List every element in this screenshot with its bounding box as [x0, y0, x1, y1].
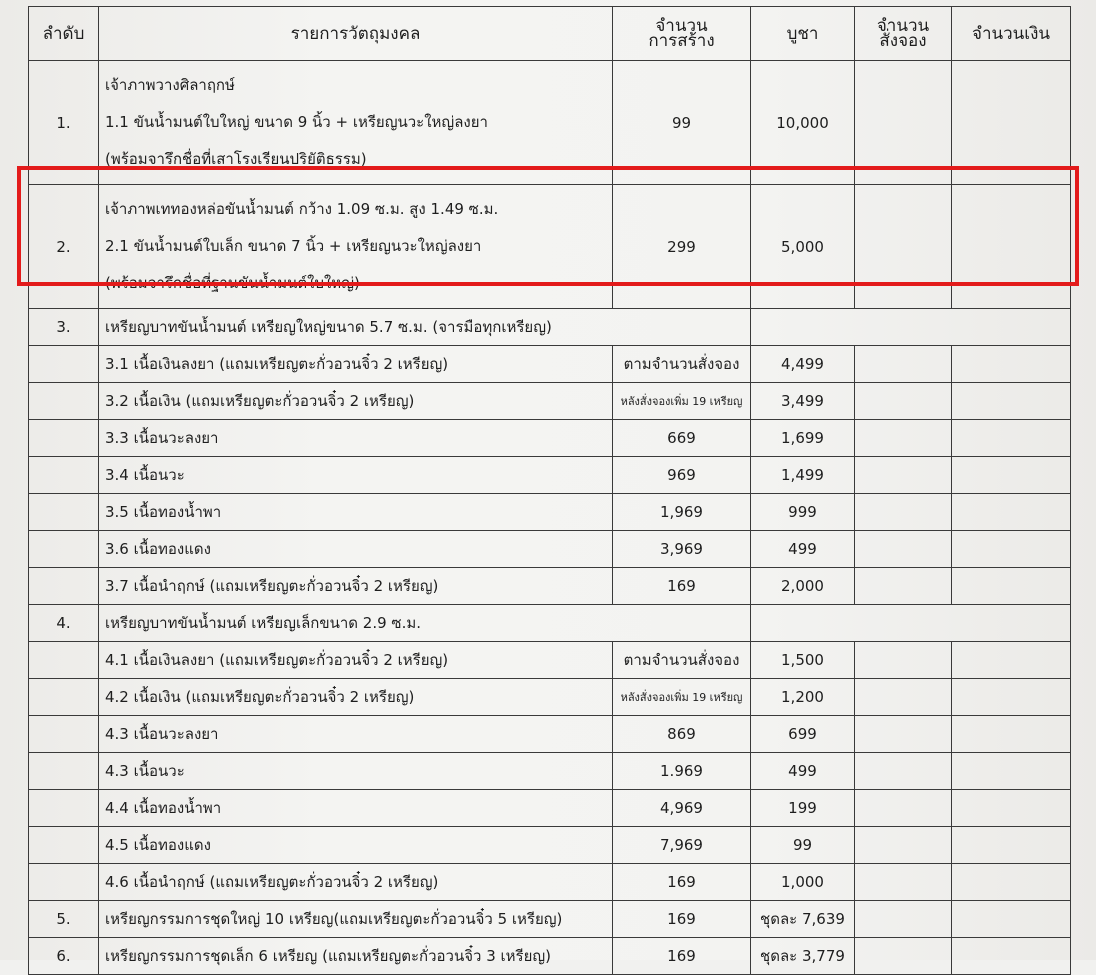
row-price: 1,000: [751, 864, 855, 901]
table-row: [29, 716, 1071, 753]
row-index: 3.: [29, 309, 99, 346]
table-row: [29, 531, 1071, 568]
row-amount-cell: [952, 61, 1071, 185]
item-line: เจ้าภาพเททองหล่อขันน้ำมนต์ กว้าง 1.09 ซ.ม. สูง 1.49 ซ.ม.: [105, 200, 499, 218]
row-item: 4.1 เนื้อเงินลงยา (แถมเหรียญตะกั่วอวนจิ๋ว 2 เหรียญ): [99, 642, 613, 679]
row-made-note: หลังสั่งจองเพิ่ม 19 เหรียญ: [613, 679, 751, 716]
row-item: 3.2 เนื้อเงิน (แถมเหรียญตะกั่วอวนจิ๋ว 2 เหรียญ): [99, 383, 613, 420]
row-index-empty: [29, 568, 99, 605]
row-amount-cell: [952, 753, 1071, 790]
row-index: 5.: [29, 901, 99, 938]
row-item: 4.4 เนื้อทองน้ำพา: [99, 790, 613, 827]
row-index-empty: [29, 531, 99, 568]
row-item: 3.7 เนื้อนำฤกษ์ (แถมเหรียญตะกั่วอวนจิ๋ว 2 เหรียญ): [99, 568, 613, 605]
table-row-sec3-title: [29, 309, 1071, 346]
row-made: 299: [613, 185, 751, 309]
row-price: 499: [751, 753, 855, 790]
row-price: 999: [751, 494, 855, 531]
item-line: (พร้อมจารึกชื่อที่เสาโรงเรียนปริยัติธรรม): [105, 150, 367, 168]
table-row: [29, 864, 1071, 901]
row-made: 7,969: [613, 827, 751, 864]
row-order-cell: [855, 420, 952, 457]
table-row: [29, 346, 1071, 383]
row-price: 10,000: [751, 61, 855, 185]
row-order-cell: [855, 938, 952, 975]
row-index: 1.: [29, 61, 99, 185]
row-index-empty: [29, 494, 99, 531]
row-order-cell: [855, 679, 952, 716]
item-line: เจ้าภาพวางศิลาฤกษ์: [105, 76, 235, 94]
table-row: [29, 568, 1071, 605]
row-order-cell: [855, 531, 952, 568]
row-order-cell: [855, 494, 952, 531]
row-item: 4.5 เนื้อทองแดง: [99, 827, 613, 864]
table-row-sec2: [29, 185, 1071, 309]
row-index-empty: [29, 420, 99, 457]
row-price: 4,499: [751, 346, 855, 383]
row-amount-cell: [952, 494, 1071, 531]
row-index-empty: [29, 457, 99, 494]
row-order-cell: [855, 790, 952, 827]
table-row-sec1: [29, 61, 1071, 185]
row-made: 169: [613, 864, 751, 901]
row-made: 1.969: [613, 753, 751, 790]
row-made: 1,969: [613, 494, 751, 531]
header-index: ลำดับ: [29, 7, 99, 61]
item-line: (พร้อมจารึกชื่อที่ฐานขันน้ำมนต์ใบใหญ่): [105, 274, 360, 292]
header-item: รายการวัตถุมงคล: [99, 7, 613, 61]
table-row: [29, 457, 1071, 494]
row-index: 4.: [29, 605, 99, 642]
row-order-cell: [855, 61, 952, 185]
header-order-line2: สั่งจอง: [879, 30, 927, 51]
row-amount-cell: [952, 185, 1071, 309]
row-item: 4.6 เนื้อนำฤกษ์ (แถมเหรียญตะกั่วอวนจิ๋ว 2 เหรียญ): [99, 864, 613, 901]
row-order-cell: [855, 716, 952, 753]
row-amount-cell: [952, 457, 1071, 494]
row-item: 4.2 เนื้อเงิน (แถมเหรียญตะกั่วอวนจิ๋ว 2 เหรียญ): [99, 679, 613, 716]
row-order-cell: [855, 568, 952, 605]
section-title: เหรียญบาทขันน้ำมนต์ เหรียญใหญ่ขนาด 5.7 ซ.ม. (จารมือทุกเหรียญ): [99, 309, 751, 346]
row-order-cell: [855, 642, 952, 679]
row-price: 1,499: [751, 457, 855, 494]
header-made-line1: จำนวน: [655, 15, 708, 36]
row-amount-cell: [952, 716, 1071, 753]
row-amount-cell: [952, 790, 1071, 827]
row-price: 1,699: [751, 420, 855, 457]
row-made: 4,969: [613, 790, 751, 827]
row-amount-cell: [952, 827, 1071, 864]
row-order-cell: [855, 864, 952, 901]
table-row: [29, 420, 1071, 457]
row-price: 1,200: [751, 679, 855, 716]
row-amount-cell: [952, 679, 1071, 716]
row-made: 169: [613, 568, 751, 605]
row-item: เหรียญกรรมการชุดใหญ่ 10 เหรียญ(แถมเหรียญตะกั่วอวนจิ๋ว 5 เหรียญ): [99, 901, 613, 938]
row-empty-cell: [751, 309, 1071, 346]
row-amount-cell: [952, 901, 1071, 938]
row-made-note: หลังสั่งจองเพิ่ม 19 เหรียญ: [613, 383, 751, 420]
row-made: 99: [613, 61, 751, 185]
row-made: 669: [613, 420, 751, 457]
header-order-line1: จำนวน: [876, 15, 930, 36]
row-empty-cell: [751, 605, 1071, 642]
item-line: 1.1 ขันน้ำมนต์ใบใหญ่ ขนาด 9 นิ้ว + เหรียญนวะใหญ่ลงยา: [105, 113, 488, 131]
row-price: 99: [751, 827, 855, 864]
row-order-cell: [855, 346, 952, 383]
row-made: 869: [613, 716, 751, 753]
table-row: [29, 790, 1071, 827]
row-made-note: ตามจำนวนสั่งจอง: [613, 346, 751, 383]
table-row: [29, 494, 1071, 531]
row-index-empty: [29, 790, 99, 827]
row-item: 3.4 เนื้อนวะ: [99, 457, 613, 494]
row-made: 969: [613, 457, 751, 494]
row-item: 3.1 เนื้อเงินลงยา (แถมเหรียญตะกั่วอวนจิ๋ว 2 เหรียญ): [99, 346, 613, 383]
row-made: 169: [613, 938, 751, 975]
table-row: [29, 642, 1071, 679]
header-amount: จำนวนเงิน: [952, 7, 1071, 61]
row-index: 6.: [29, 938, 99, 975]
row-index-empty: [29, 679, 99, 716]
row-price: ชุดละ 3,779: [751, 938, 855, 975]
row-index-empty: [29, 383, 99, 420]
row-index-empty: [29, 642, 99, 679]
row-index-empty: [29, 753, 99, 790]
table-row: [29, 679, 1071, 716]
table-row-sec5: [29, 901, 1071, 938]
row-index-empty: [29, 716, 99, 753]
row-amount-cell: [952, 642, 1071, 679]
row-item: เหรียญกรรมการชุดเล็ก 6 เหรียญ (แถมเหรียญตะกั่วอวนจิ๋ว 3 เหรียญ): [99, 938, 613, 975]
row-amount-cell: [952, 864, 1071, 901]
row-order-cell: [855, 753, 952, 790]
row-price: 499: [751, 531, 855, 568]
table-row: [29, 827, 1071, 864]
table-row-sec4-title: [29, 605, 1071, 642]
row-order-cell: [855, 185, 952, 309]
row-order-cell: [855, 827, 952, 864]
row-price: 1,500: [751, 642, 855, 679]
row-item: 3.6 เนื้อทองแดง: [99, 531, 613, 568]
table-row: [29, 753, 1071, 790]
row-price: 199: [751, 790, 855, 827]
row-item: 4.3 เนื้อนวะลงยา: [99, 716, 613, 753]
row-price: ชุดละ 7,639: [751, 901, 855, 938]
row-amount-cell: [952, 383, 1071, 420]
row-made: 169: [613, 901, 751, 938]
row-item: [99, 61, 613, 185]
row-index-empty: [29, 827, 99, 864]
row-price: 3,499: [751, 383, 855, 420]
row-price: 5,000: [751, 185, 855, 309]
row-made-note: ตามจำนวนสั่งจอง: [613, 642, 751, 679]
row-index-empty: [29, 346, 99, 383]
row-item: 3.3 เนื้อนวะลงยา: [99, 420, 613, 457]
row-amount-cell: [952, 938, 1071, 975]
row-order-cell: [855, 901, 952, 938]
header-price: บูชา: [751, 7, 855, 61]
table-row: [29, 383, 1071, 420]
table-row-sec6: [29, 938, 1071, 975]
row-order-cell: [855, 383, 952, 420]
header-made-line2: การสร้าง: [648, 30, 715, 51]
item-line: 2.1 ขันน้ำมนต์ใบเล็ก ขนาด 7 นิ้ว + เหรียญนวะใหญ่ลงยา: [105, 237, 482, 255]
row-item: [99, 185, 613, 309]
header-order: [855, 7, 952, 61]
row-index-empty: [29, 864, 99, 901]
row-amount-cell: [952, 568, 1071, 605]
row-index: 2.: [29, 185, 99, 309]
section-title: เหรียญบาทขันน้ำมนต์ เหรียญเล็กขนาด 2.9 ซ.ม.: [99, 605, 751, 642]
row-amount-cell: [952, 420, 1071, 457]
row-item: 3.5 เนื้อทองน้ำพา: [99, 494, 613, 531]
header-row: [29, 7, 1071, 61]
row-price: 699: [751, 716, 855, 753]
row-amount-cell: [952, 346, 1071, 383]
row-made: 3,969: [613, 531, 751, 568]
header-made: [613, 7, 751, 61]
row-price: 2,000: [751, 568, 855, 605]
amulet-order-table: [28, 6, 1071, 975]
row-order-cell: [855, 457, 952, 494]
row-amount-cell: [952, 531, 1071, 568]
row-item: 4.3 เนื้อนวะ: [99, 753, 613, 790]
